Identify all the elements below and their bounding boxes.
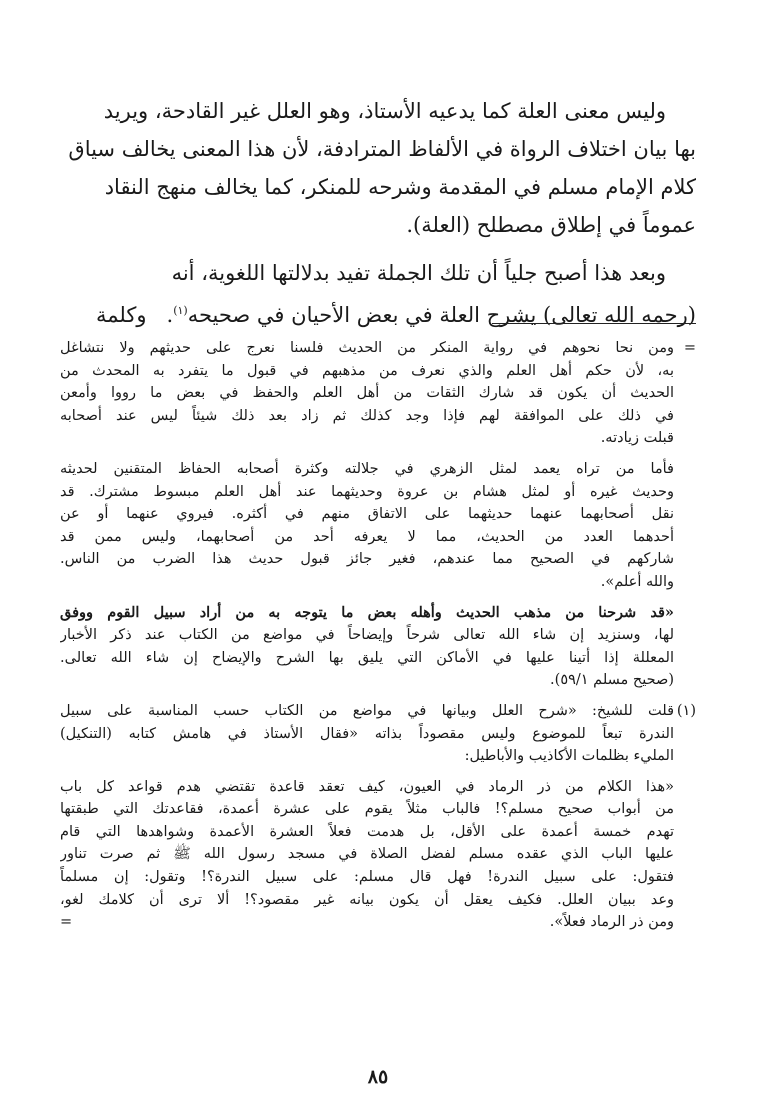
footnote-line: المعللة إذا أتينا عليها في الأماكن التي يليق بها الشرح والإيضاح إن شاء الله تعالى. — [60, 649, 674, 666]
footnote-line: به، لأن حكم أهل العلم والذي نعرف من مذهبهم في قبول ما يتفرد به المحدث من — [60, 362, 674, 379]
footnote-line: في ذلك على الموافقة لهم فإذا وجد كذلك ثم زاد بعد ذلك شيئاً ليس عند أصحابه — [60, 407, 674, 424]
text-run: وكلمة — [96, 303, 147, 327]
page-number: ٨٥ — [367, 1066, 389, 1088]
footnote-number: (١) — [676, 702, 696, 719]
footnote-line: تهدم خمسة أعمدة على الأقل، بل هدمت فعلاً العشرة الأعمدة وشواهدها التي قام — [60, 823, 674, 840]
footnote-line: نقل أصحابهما عنهما حديثهما على الاتفاق منهم في أكثره. فيروي عنهما أو عن — [60, 506, 674, 523]
text-line: وليس معنى العلة كما يدعيه الأستاذ، وهو العلل غير القادحة، ويريد — [103, 99, 666, 123]
footnote-line: لها، وسنزيد إن شاء الله تعالى شرحاً وإيضاحاً في مواضع من الكتاب عند ذكر الأخبار — [60, 627, 674, 644]
footnote-line: «هذا الكلام من ذر الرماد في العيون، كيف تعقد قاعدة تقتضي هدم قواعد كل باب — [60, 778, 674, 795]
continuation-mark: = — [683, 340, 696, 356]
footnote-line: شاركهم في الصحيح مما عندهم، فغير جائز قبول حديث هذا الضرب من الناس. — [60, 551, 674, 568]
footnote-line: وعد ببيان العلل. فكيف يعقل أن يكون بيانه غير مقصود؟! ألا ترى أن كلامك لغو، — [60, 891, 674, 908]
main-text — [60, 92, 696, 334]
footnote-line: من أبواب صحيح مسلم؟! فالباب مثلاً يقوم على عشرة أعمدة، فقاعدتك التي طبقتها — [60, 801, 674, 818]
footnote-line: قلت للشيخ: «شرح العلل وبيانها في مواضع من الكتاب حسب المناسبة على سبيل — [60, 702, 674, 719]
footnote-line: الحديث أن يكون قد شارك الثقات من أهل العلم والحفظ في بعض ما رووا وأمعن — [60, 385, 674, 402]
footnote-ref: (١) — [173, 304, 188, 317]
footnote-1 — [60, 700, 696, 768]
footnote-line: ومن نحا نحوهم في رواية المنكر من الحديث فلسنا نعرج على حديثهم ولا نتشاغل — [60, 340, 674, 356]
footnote-quote-block — [60, 776, 696, 934]
footnotes — [60, 337, 696, 942]
footnote-line: وحديث غيره أو لمثل هشام بن عروة وحديثهما عند أهل العلم مبسوط مشترك. قد — [60, 483, 674, 500]
footnote-line: والله أعلم». — [600, 573, 674, 590]
text-line: بها بيان اختلاف الرواة في الألفاظ المترادفة، لأن هذا المعنى يخالف سياق — [68, 137, 696, 161]
text-line: عموماً في إطلاق مصطلح (العلة). — [406, 213, 696, 237]
text-line: كلام الإمام مسلم في المقدمة وشرحه للمنكر، كما يخالف منهج النقاد — [104, 175, 696, 199]
text-run: (رحمه الله تعالى) يشرح العلة في بعض الأحيان في صحيحه — [187, 303, 696, 327]
footnote-quote-block — [60, 602, 696, 692]
footnote-continuation-block — [60, 337, 696, 450]
footnote-line: عليها الباب الذي عقده مسلم لفضل الصلاة في مسجد رسول الله ﷺ ثم صرت تناور — [60, 846, 674, 863]
footnote-line: فأما من تراه يعمد لمثل الزهري في جلالته وكثرة أصحابه الحفاظ المتقنين لحديثه — [60, 460, 674, 477]
footnote-line: «قد شرحنا من مذهب الحديث وأهله بعض ما يتوجه به من أراد سبيل القوم ووفق — [60, 603, 674, 621]
footnote-line: فتقول: على سبيل الندرة! فهل قال مسلم: على سبيل الندرة؟! وتقول: إن مسلماً — [60, 869, 674, 886]
text-line: (رحمه الله تعالى) يشرح العلة في بعض الأحيان في صحيحه$^{(١)}$. وكلمة — [96, 303, 696, 327]
footnote-line: أحدهما العدد من الحديث، مما لا يعرفه أحد من أصحابهما، وليس ممن قد — [60, 528, 674, 545]
footnote-line: المليء بظلمات الأكاذيب والأباطيل: — [464, 748, 674, 765]
continuation-mark: = — [60, 914, 73, 931]
footnote-line: ومن ذر الرماد فعلاً». — [549, 914, 674, 931]
footnote-quote-block — [60, 458, 696, 594]
footnote-line: (صحيح مسلم ٥٩/١). — [550, 672, 674, 689]
text-line: وبعد هذا أصبح جلياً أن تلك الجملة تفيد بدلالتها اللغوية، أنه — [171, 261, 666, 285]
footnote-line: الندرة تبعاً للموضوع وليس مقصوداً بذاته «فقال الأستاذ في هامش كتابه (التنكيل) — [60, 725, 674, 742]
book-page — [60, 0, 696, 1112]
footnote-line: قبلت زيادته. — [600, 430, 674, 447]
footnote-separator — [492, 323, 696, 324]
